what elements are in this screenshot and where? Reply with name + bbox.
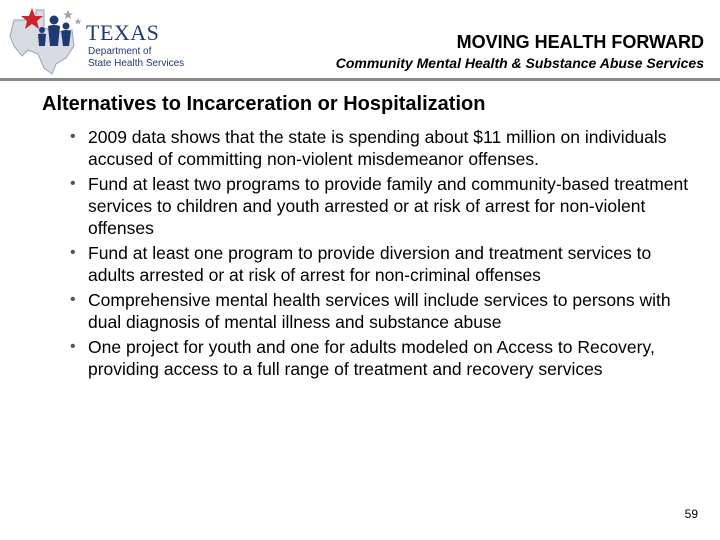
logo-dept-line1: Department of bbox=[88, 46, 152, 57]
bullet-item bbox=[70, 242, 690, 286]
bullet-text: Comprehensive mental health services will include services to persons with dual diagnosis of mental illness and substance abuse bbox=[88, 290, 671, 332]
bullet-marker: • bbox=[70, 338, 76, 355]
bullet-item bbox=[70, 336, 690, 380]
bullet-text: Fund at least two programs to provide family and community-based treatment services to children and youth arrested or at risk of arrest for non-violent offenses bbox=[88, 174, 689, 238]
bullet-marker: • bbox=[70, 244, 76, 261]
header-subtitle: Community Mental Health & Substance Abuse Services bbox=[335, 55, 704, 71]
bullet-marker: • bbox=[70, 175, 76, 192]
page-number: 59 bbox=[684, 507, 698, 521]
bullet-list bbox=[70, 126, 690, 383]
dshs-logo bbox=[8, 6, 198, 76]
logo-dept-line2: State Health Services bbox=[88, 58, 185, 69]
texas-family-icon bbox=[8, 6, 88, 76]
logo-department-text bbox=[88, 46, 198, 70]
header-divider bbox=[0, 78, 720, 81]
bullet-item bbox=[70, 126, 690, 170]
bullet-item bbox=[70, 173, 690, 239]
slide-title: Alternatives to Incarceration or Hospitalization bbox=[42, 93, 486, 115]
logo-texas-text: TEXAS bbox=[86, 20, 160, 45]
header-title: MOVING HEALTH FORWARD bbox=[456, 32, 704, 52]
bullet-text: 2009 data shows that the state is spending about $11 million on individuals accused of committing non-violent misdemeanor offenses. bbox=[88, 127, 667, 169]
bullet-item bbox=[70, 289, 690, 333]
bullet-text: One project for youth and one for adults modeled on Access to Recovery, providing access to a full range of treatment and recovery services bbox=[88, 337, 655, 379]
bullet-text: Fund at least one program to provide diversion and treatment services to adults arrested or at risk of arrest for non-criminal offenses bbox=[88, 243, 652, 285]
bullet-marker: • bbox=[70, 291, 76, 308]
bullet-marker: • bbox=[70, 128, 76, 145]
